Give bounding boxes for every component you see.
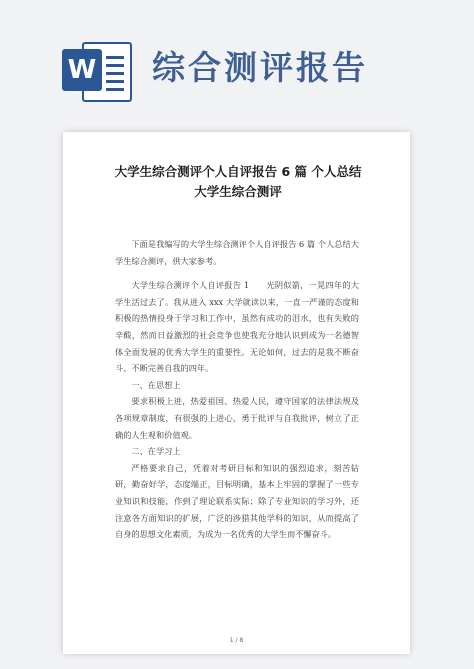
document-title: 大学生综合测评个人自评报告 6 篇 个人总结大学生综合测评	[114, 164, 362, 199]
study-paragraph: 严格要求自己，凭着对考研目标和知识的强烈追求，刻苦钻研，勤奋好学，态度端正，目标明确，基本上牢固的掌握了一些专业知识和技能，作到了理论联系实际；除了专业知识的学习外，还注意各方面知识的扩展，广泛的涉猎其他学科的知识，从而提高了自身的思想文化素质，为成为一名优秀的大学生而不懈奋斗。	[115, 462, 359, 540]
word-letter: W	[62, 49, 102, 91]
section-heading-thought: 一、在思想上	[131, 379, 181, 390]
word-icon	[62, 40, 130, 100]
page-number: 1 / 8	[229, 637, 244, 644]
report-paragraph: 大学生综合测评个人自评报告 1 光阴似箭，一晃四年的大学生活过去了。我从进入 xxx 大学就读以来，一直一严谨的态度和积极的热情投身于学习和工作中，虽然有成功的泪水，也有失败的辛酸，然而日益激烈的社会竞争也使我充分地认识到成为一名德智体全面发展的优秀大学生的重要性。无论如何，过去的是我不断奋斗、不断完善自我的四年。	[115, 280, 359, 374]
thought-paragraph: 要求积极上进，热爱祖国、热爱人民，遵守国家的法律法规及各项规章制度，有很强的上进心，勇于批评与自我批评，树立了正确的人生观和价值观。	[115, 396, 359, 440]
intro-paragraph: 下面是我编写的大学生综合测评个人自评报告 6 篇 个人总结大学生综合测评，供大家参考。	[115, 239, 359, 266]
document-page	[63, 132, 410, 654]
banner-title: 综合测评报告	[152, 48, 368, 87]
header-banner	[0, 0, 474, 120]
document-body	[115, 236, 359, 543]
section-heading-study: 二、在学习上	[131, 446, 181, 457]
